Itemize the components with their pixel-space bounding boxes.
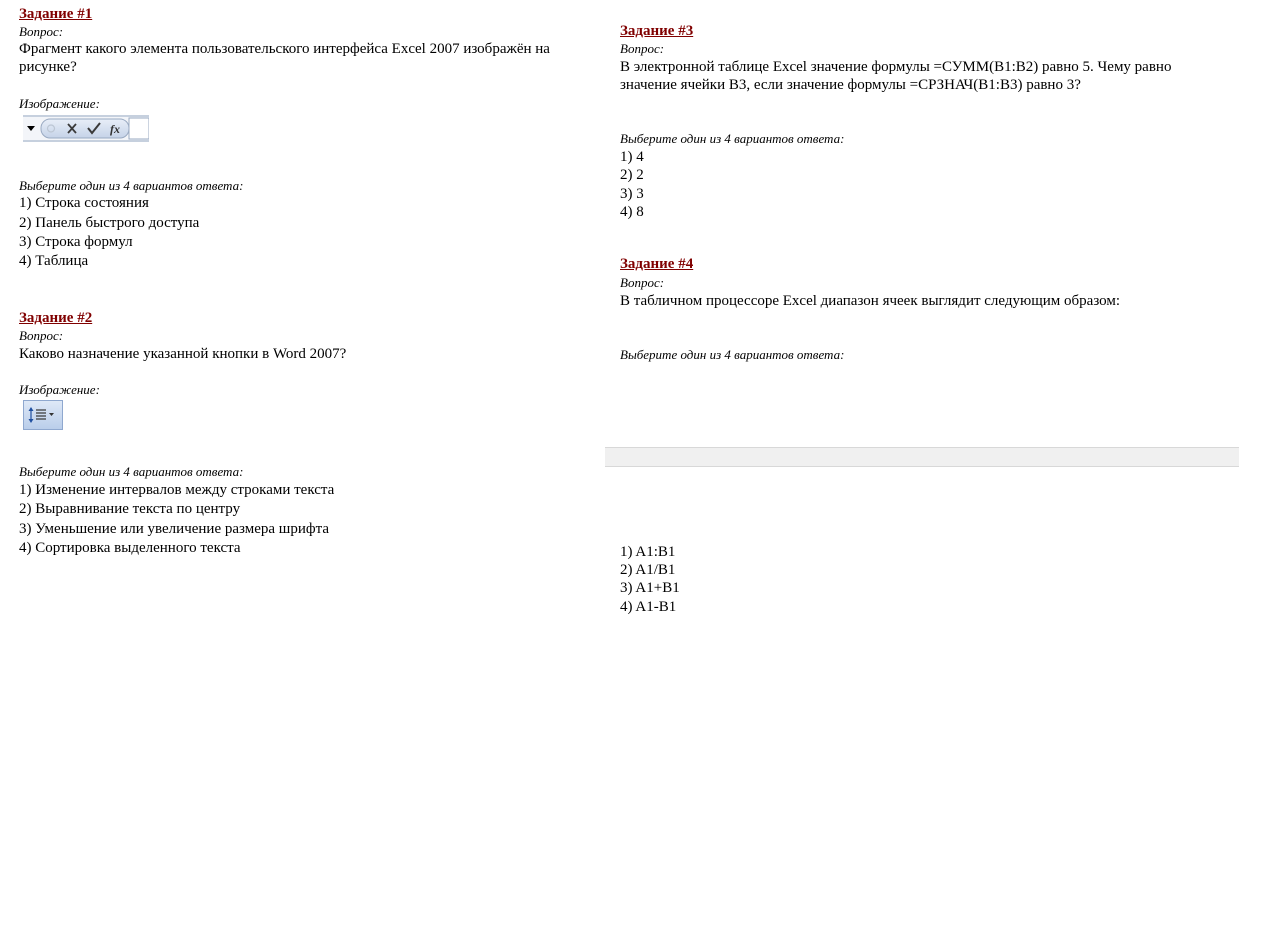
task-4-option-1[interactable]: 1) A1:B1 [620, 544, 676, 560]
task-1-option-1[interactable]: 1) Строка состояния [19, 195, 149, 211]
task-2-option-4[interactable]: 4) Сортировка выделенного текста [19, 540, 241, 556]
task-2-title: Задание #2 [19, 310, 93, 326]
task-1-question-line-1: Фрагмент какого элемента пользовательского интерфейса Excel 2007 изображён на [19, 41, 550, 57]
task-2-question-label: Вопрос: [19, 328, 64, 343]
task-4-option-4[interactable]: 4) A1-B1 [620, 599, 677, 615]
task-1-question-label: Вопрос: [19, 24, 64, 39]
task-1-option-4[interactable]: 4) Таблица [19, 253, 89, 269]
task-2-option-1[interactable]: 1) Изменение интервалов между строками текста [19, 482, 335, 498]
task-4-option-2[interactable]: 2) A1/B1 [620, 562, 676, 578]
task-1-image-label: Изображение: [19, 96, 100, 111]
task-3-option-3[interactable]: 3) 3 [620, 186, 644, 202]
task-4-question-line-1: В табличном процессоре Excel диапазон ячеек выглядит следующим образом: [620, 293, 1121, 309]
fx-icon [110, 122, 120, 136]
task-4-option-3[interactable]: 3) A1+B1 [620, 580, 680, 596]
task-3-answer-label: Выберите один из 4 вариантов ответа: [620, 131, 845, 146]
svg-text:fx: fx [110, 122, 120, 136]
task-3-question-label: Вопрос: [620, 41, 665, 56]
task-3-question-line-2: значение ячейки B3, если значение формулы =СРЗНАЧ(B1:B3) равно 3? [620, 77, 1081, 93]
task-3-option-2[interactable]: 2) 2 [620, 167, 644, 183]
task-1-question-line-2: рисунке? [19, 59, 77, 75]
task-2-answer-label: Выберите один из 4 вариантов ответа: [19, 464, 244, 479]
task-2-option-2[interactable]: 2) Выравнивание текста по центру [19, 501, 241, 517]
task-1-option-2[interactable]: 2) Панель быстрого доступа [19, 215, 200, 231]
task-3-title: Задание #3 [620, 23, 694, 39]
task-1-title: Задание #1 [19, 6, 93, 22]
task-2-question-line-1: Каково назначение указанной кнопки в Word 2007? [19, 346, 347, 362]
task-4-title: Задание #4 [620, 256, 694, 272]
task-4-answer-label: Выберите один из 4 вариантов ответа: [620, 347, 845, 362]
formula-bar-image [23, 115, 149, 142]
task-1-answer-label: Выберите один из 4 вариантов ответа: [19, 178, 244, 193]
separator-band [605, 447, 1239, 467]
task-1-option-3[interactable]: 3) Строка формул [19, 234, 133, 250]
task-3-option-1[interactable]: 1) 4 [620, 149, 644, 165]
task-4-question-label: Вопрос: [620, 275, 665, 290]
line-spacing-button-image [23, 400, 63, 430]
task-3-option-4[interactable]: 4) 8 [620, 204, 644, 220]
task-3-question-line-1: В электронной таблице Excel значение формулы =СУММ(B1:B2) равно 5. Чему равно [620, 59, 1172, 75]
task-2-option-3[interactable]: 3) Уменьшение или увеличение размера шрифта [19, 521, 329, 537]
task-2-image-label: Изображение: [19, 382, 100, 397]
